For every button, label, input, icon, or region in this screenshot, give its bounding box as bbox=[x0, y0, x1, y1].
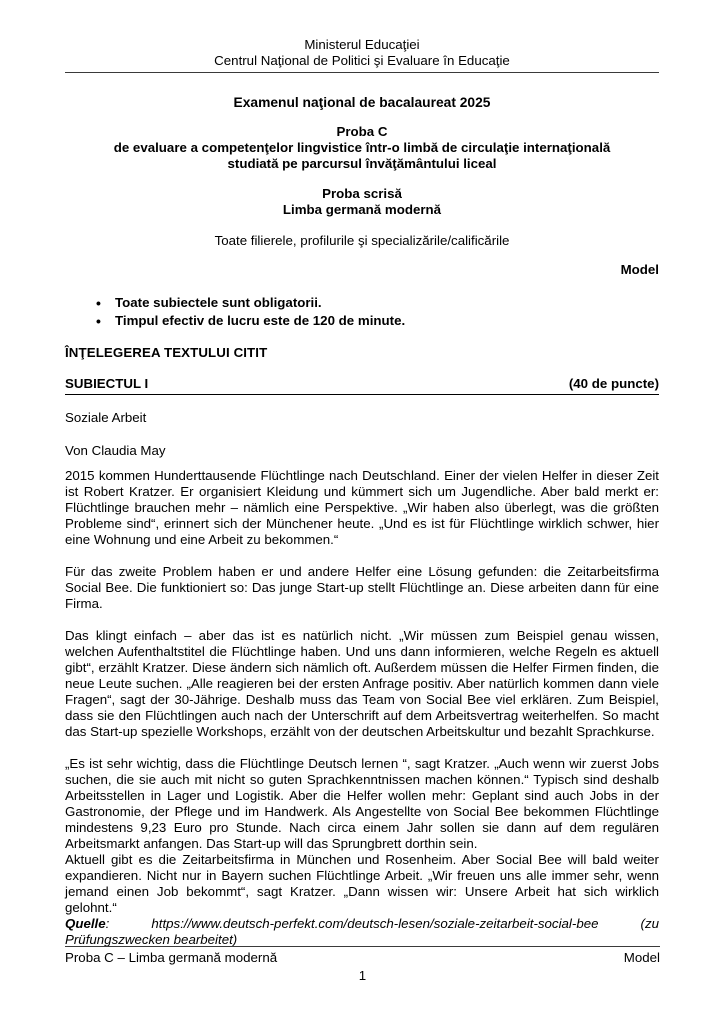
reading-text-byline: Von Claudia May bbox=[65, 443, 166, 458]
proba-description-line2: studiată pe parcursul învăţământului liceal bbox=[227, 156, 497, 171]
national-center-line: Centrul Naţional de Politici şi Evaluare în Educaţie bbox=[214, 53, 510, 68]
model-label: Model bbox=[620, 262, 659, 277]
instruction-item: • Toate subiectele sunt obligatorii. bbox=[65, 294, 659, 312]
exam-title: Examenul naţional de bacalaureat 2025 bbox=[233, 95, 491, 110]
footer-left-text: Proba C – Limba germană modernă bbox=[65, 950, 278, 965]
proba-block bbox=[65, 124, 659, 172]
paragraph: Für das zweite Problem haben er und andere Helfer eine Lösung gefunden: die Zeitarbeitsfirma Social Bee. Die funktioniert so: Das junge Start-up stellt Flüchtlinge an. Diese arbeiten dann für eine Firma. bbox=[65, 564, 659, 611]
tracks-line: Toate filierele, profilurile şi specializările/calificările bbox=[214, 233, 510, 248]
proba-label: Proba C bbox=[336, 124, 388, 139]
paragraph: Das klingt einfach – aber das ist es natürlich nicht. „Wir müssen zum Beispiel genau wissen, welchen Aufenthaltstitel die Flüchtlinge haben. Und uns dann informieren, welche Regeln es aktuell gibt“, erzählt Kratzer. Diese ändern sich nämlich oft. Außerdem müssen die Helfer Firmen finden, die neue Leute suchen. „Alle reagieren bei der ersten Anfrage positiv. Aber natürlich kommen dann viele Fragen“, sagt der 30-Jährige. Deshalb muss das Team von Social Bee viel erklären. Zum Beispiel, dass sie den Flüchtlingen auch nach der Unterschrift auf dem Arbeitsvertrag weiterhelfen. So macht das Start-up spezielle Workshops, erzählt von der deutschen Arbeitskultur und bezahlt Sprachkurse. bbox=[65, 628, 659, 739]
instructions-list bbox=[65, 294, 659, 330]
footer-right-text: Model bbox=[623, 950, 660, 965]
written-test-block bbox=[65, 186, 659, 218]
paragraph: Aktuell gibt es die Zeitarbeitsfirma in München und Rosenheim. Aber Social Bee will bald weiter expandieren. Nicht nur in Bayern suchen Flüchtlinge Arbeit. „Wir freuen uns alle immer sehr, wenn jemand einen Job bekommt“, sagt Kratzer. „Dann wissen wir: Unsere Arbeit hat sich wirklich gelohnt.“ bbox=[65, 852, 659, 915]
subject-label: SUBIECTUL I bbox=[65, 376, 149, 391]
paragraph: 2015 kommen Hunderttausende Flüchtlinge nach Deutschland. Einer der vielen Helfer in dieser Zeit ist Robert Kratzer. Er organisiert Kleidung und kümmert sich um Jugendliche. Aber bald merkt er: Flüchtlinge brauchen mehr – nämlich eine Perspektive. „Wir haben also überlegt, was die größten Probleme sind“, erinnert sich der Münchener heute. „Und es ist für Flüchtlinge wirklich schwer, hier eine Wohnung und eine Arbeit zu bekommen.“ bbox=[65, 468, 659, 547]
source-label: Quelle bbox=[65, 916, 106, 931]
page-footer bbox=[65, 946, 660, 984]
header-divider bbox=[65, 72, 659, 73]
page-number: 1 bbox=[358, 968, 367, 983]
subject-language: Limba germană modernă bbox=[282, 202, 442, 217]
proba-description-line1: de evaluare a competenţelor lingvistice într-o limbă de circulaţie internaţională bbox=[113, 140, 611, 155]
source-line bbox=[65, 916, 659, 948]
subject-header-row bbox=[65, 376, 659, 395]
instruction-item: • Timpul efectiv de lucru este de 120 de minute. bbox=[65, 312, 659, 330]
ministry-line: Ministerul Educaţiei bbox=[304, 37, 420, 52]
paragraph: „Es ist sehr wichtig, dass die Flüchtlinge Deutsch lernen “, sagt Kratzer. „Auch wenn wir zuerst Jobs suchen, die sie auch mit nicht so guten Sprachkenntnissen machen können.“ Typisch sind deshalb Arbeitsstellen in Lager und Logistik. Aber die Helfer wollen mehr: Geplant sind auch Jobs in der Gastronomie, der Pflege und im Handwerk. Als Angestellte von Social Bee bekommen Flüchtlinge mindestens 9,23 Euro pro Stunde. Nach circa einem Jahr sollen sie dann auf dem regulären Arbeitsmarkt anfangen. Das Start-up will das Sprungbrett dorthin sein. bbox=[65, 756, 659, 851]
reading-text-title: Soziale Arbeit bbox=[65, 410, 147, 425]
subject-points: (40 de puncte) bbox=[568, 376, 659, 391]
source-url-text: : https://www.deutsch-perfekt.com/deutsch-lesen/soziale-zeitarbeit-social-bee (zu Prüfungszwecken bearbeitet) bbox=[65, 916, 659, 947]
section-heading: ÎNŢELEGEREA TEXTULUI CITIT bbox=[65, 345, 268, 360]
footer-row bbox=[65, 950, 660, 966]
written-test-label: Proba scrisă bbox=[322, 186, 402, 201]
document-header bbox=[65, 37, 659, 69]
